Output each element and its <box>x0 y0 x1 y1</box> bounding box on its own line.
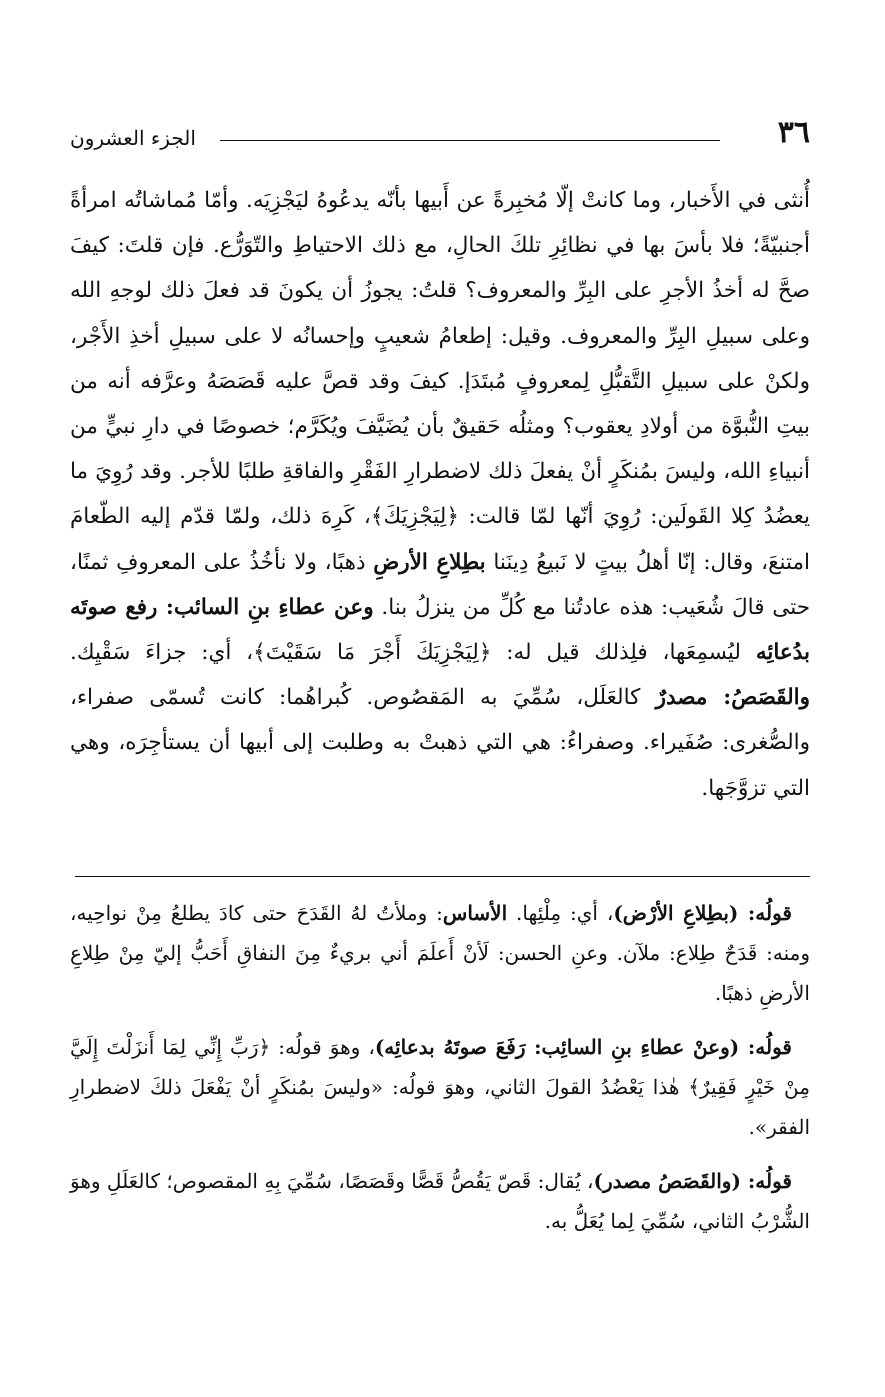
note-lead: قولُه: (وعنْ عطاءِ بنِ السائِب: رَفَعَ صوتَهُ بدعائِه) <box>374 1035 792 1059</box>
main-text-bold: وعن عطاءِ بنِ السائب: رفع صوتَه بدُعائِه <box>70 594 810 666</box>
main-text-bold: بطِلاعِ الأرضِ <box>373 549 486 575</box>
main-text <box>70 178 810 811</box>
main-text-bold: والقَصَصُ: مصدرٌ <box>655 685 810 711</box>
main-paragraph <box>70 178 810 811</box>
note-text: : وملأتُ لهُ القَدَحَ حتى كادَ يطلعُ مِنْ نواحِيه، ومنه: قَدَحٌ طِلاع: ملآن. وعنِ الحسن: لَأنْ أَعلَمَ أني بريءٌ مِنَ النفاقِ أَحَبُّ إليّ مِنْ طِلاعِ الأرضِ ذهبًا. <box>70 901 810 1005</box>
note-text: ، أي: مِلْئِها. <box>507 901 614 925</box>
note-item <box>70 1027 810 1147</box>
note-lead: قولُه: (بطِلاعِ الأرْض) <box>613 901 792 925</box>
main-text-run: ذهبًا، ولا نأخُذُ على المعروفِ ثمنًا، حتى قالَ شُعَيب: هذه عادتُنا مع كُلِّ من ينزلُ بنا. <box>70 549 810 620</box>
main-text-run: ليُسمِعَها، فلِذلك قيل له: ﴿لِيَجْزِيَكَ أَجْرَ مَا سَقَيْتَ﴾، أي: جزاءَ سَقْيِك. <box>70 640 756 666</box>
note-text: ، يُقال: قَصّ يَقُصُّ قَصًّا وقَصَصًا، سُمِّيَ بِهِ المقصوص؛ كالعَلَلِ وهوَ الشُّرْبُ الثاني، سُمِّيَ لِما يُعَلُّ به. <box>70 1169 810 1233</box>
header-rule <box>220 140 720 141</box>
note-item <box>70 893 810 1013</box>
note-lead: قولُه: (والقَصَصُ مصدر) <box>593 1169 792 1193</box>
note-bold: الأساس <box>442 901 508 925</box>
page-header <box>70 112 810 162</box>
running-title: الجزء العشرون <box>70 126 196 150</box>
main-text-run: أُنثى في الأَخبار، وما كانتْ إلّا مُخبِرةً عن أَبيها بأنّه يدعُوهُ ليَجْزِيَه. وأمّا مُماشاتُه امرأةً أجنبيّةً؛ فلا بأسَ بها في نظائِرِ تلكَ الحالِ، مع ذلك الاحتياطِ والتّوَرُّع. فإن قلتَ: كيفَ صحَّ له أخذُ الأجرِ على البِرِّ والمعروف؟ قلتُ: يجوزُ أن يكونَ قد فعلَ ذلك لوجهِ الله وعلى سبيلِ البِرِّ والمعروف. وقيل: إطعامُ شعيبٍ وإحسانُه لا على سبيلِ أخذِ الأَجْر، ولكنْ على سبيلِ التَّقبُّلِ لِمعروفٍ مُبتَدَإ. كيفَ وقد قصَّ عليه قَصَصَهُ وعرَّفه أنه من بيتِ النُّبوَّة من أولادِ يعقوب؟ ومثلُه حَقيقٌ بأن يُضَيَّفَ ويُكَرَّم؛ خصوصًا في دارِ نبيٍّ من أنبياءِ الله، وليسَ بمُنكَرٍ أنْ يفعلَ ذلك لاضطرارِ الفَقْرِ والفاقةِ طلبًا للأجر. وقد رُوِيَ ما يعضُدُ كِلا القَولَين: رُوِيَ أنّها لمّا قالت: ﴿لِيَجْزِيَكَ﴾، كَرِهَ ذلك، ولمّا قدّم إليه الطّعامَ امتنعَ، وقال: إنّا أهلُ بيتٍ لا نَبيعُ دِينَنا <box>70 188 810 575</box>
footnote-separator <box>75 876 810 877</box>
main-text-run: كالعَلَل، سُمِّيَ به المَقصُوص. كُبراهُما: كانت تُسمّى صفراء، والصُّغرى: صُفَيراء. وصفراءُ: هي التي ذهبتْ به وطلبت إلى أبيها أن يستأجِرَه، وهي التي تزوَّجَها. <box>70 685 810 801</box>
commentary-notes <box>70 893 810 1255</box>
note-text: ، وهوَ قولُه: ﴿رَبِّ إِنِّي لِمَا أَنزَلْتَ إِلَيَّ مِنْ خَيْرٍ فَقِيرٌ﴾ هٰذا يَعْضُدُ القولَ الثاني، وهوَ قولُه: «وليسَ بمُنكَرٍ أنْ يَفْعَلَ ذلكَ لاضطرارِ الفقر». <box>70 1035 810 1139</box>
note-item <box>70 1161 810 1241</box>
page-number: ٣٦ <box>777 115 810 150</box>
